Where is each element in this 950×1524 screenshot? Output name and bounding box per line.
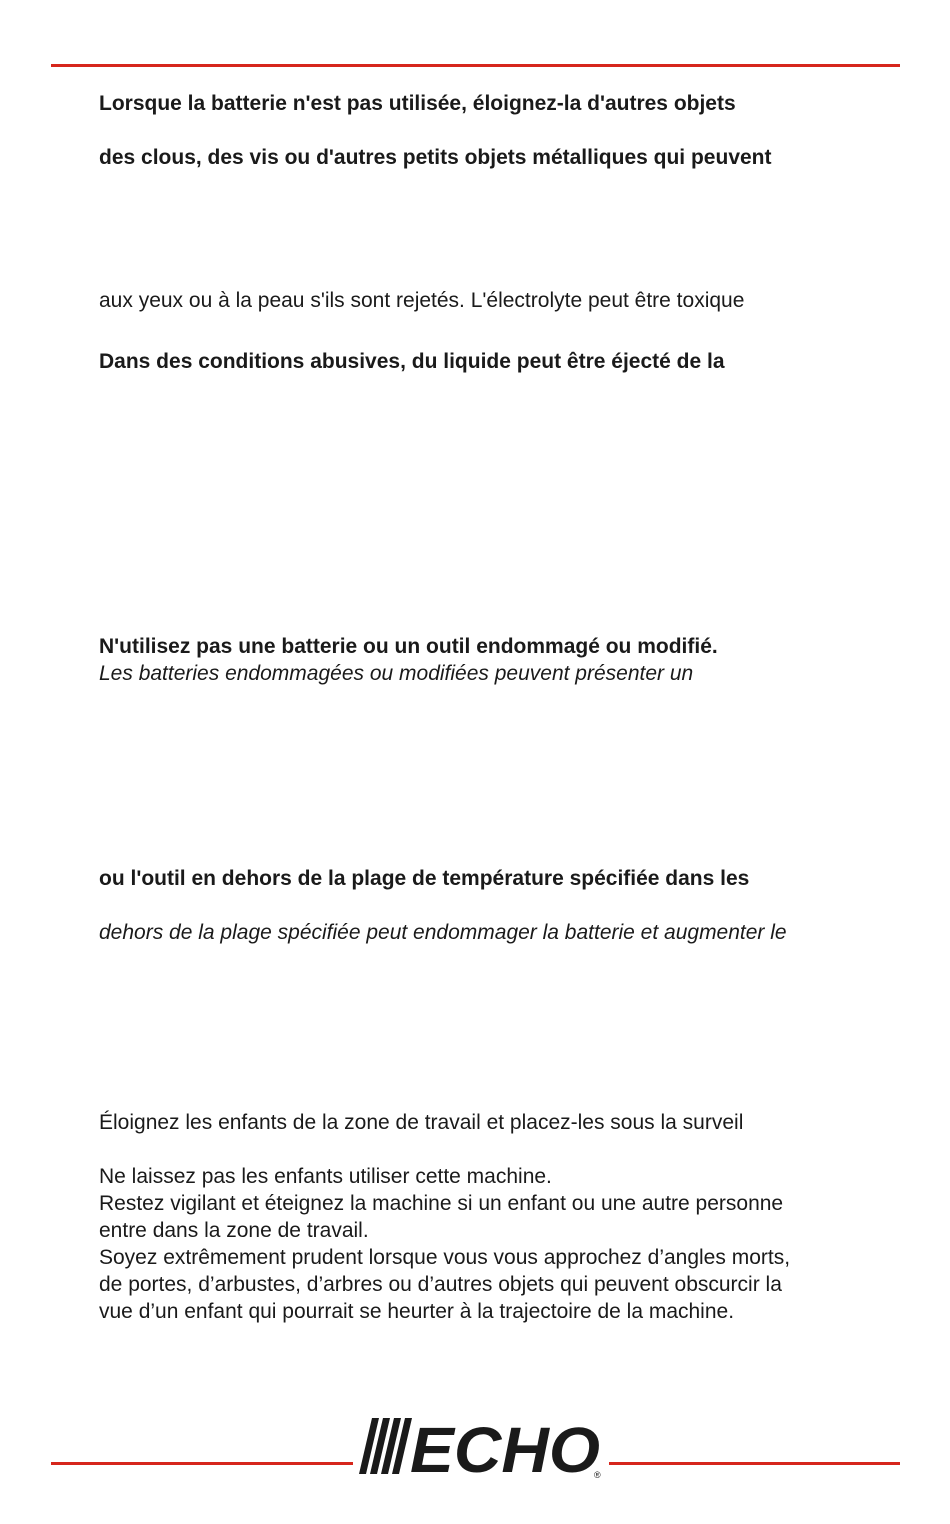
text-line-9: Éloignez les enfants de la zone de travail et placez-les sous la surveil xyxy=(99,1111,744,1134)
text-line-6: Les batteries endommagées ou modifiées peuvent présenter un xyxy=(99,662,694,685)
text-line-3: aux yeux ou à la peau s'ils sont rejetés. L'électrolyte peut être toxique xyxy=(99,289,745,312)
text-line-2: des clous, des vis ou d'autres petits objets métalliques qui peuvent xyxy=(99,146,772,169)
text-line-12: entre dans la zone de travail. xyxy=(99,1219,369,1242)
text-line-14: de portes, d’arbustes, d’arbres ou d’autres objets qui peuvent obscurcir la xyxy=(99,1273,782,1296)
echo-logo xyxy=(358,1412,608,1480)
text-line-4: Dans des conditions abusives, du liquide peut être éjecté de la xyxy=(99,350,725,373)
text-line-8: dehors de la plage spécifiée peut endommager la batterie et augmenter le xyxy=(99,921,787,944)
text-line-10: Ne laissez pas les enfants utiliser cette machine. xyxy=(99,1165,552,1188)
text-line-13: Soyez extrêmement prudent lorsque vous vous approchez d’angles morts, xyxy=(99,1246,791,1269)
top-rule xyxy=(51,64,900,67)
footer-rule-left xyxy=(51,1462,353,1465)
text-line-7: ou l'outil en dehors de la plage de température spécifiée dans les xyxy=(99,867,750,890)
text-line-1: Lorsque la batterie n'est pas utilisée, éloignez-la d'autres objets xyxy=(99,92,736,115)
text-line-11: Restez vigilant et éteignez la machine si un enfant ou une autre personne xyxy=(99,1192,784,1215)
logo-text: ECHO xyxy=(410,1414,600,1480)
text-line-5: N'utilisez pas une batterie ou un outil endommagé ou modifié. xyxy=(99,635,718,658)
text-line-15: vue d’un enfant qui pourrait se heurter à la trajectoire de la machine. xyxy=(99,1300,735,1323)
logo-registered-mark: ® xyxy=(594,1470,601,1480)
footer-rule-right xyxy=(609,1462,900,1465)
